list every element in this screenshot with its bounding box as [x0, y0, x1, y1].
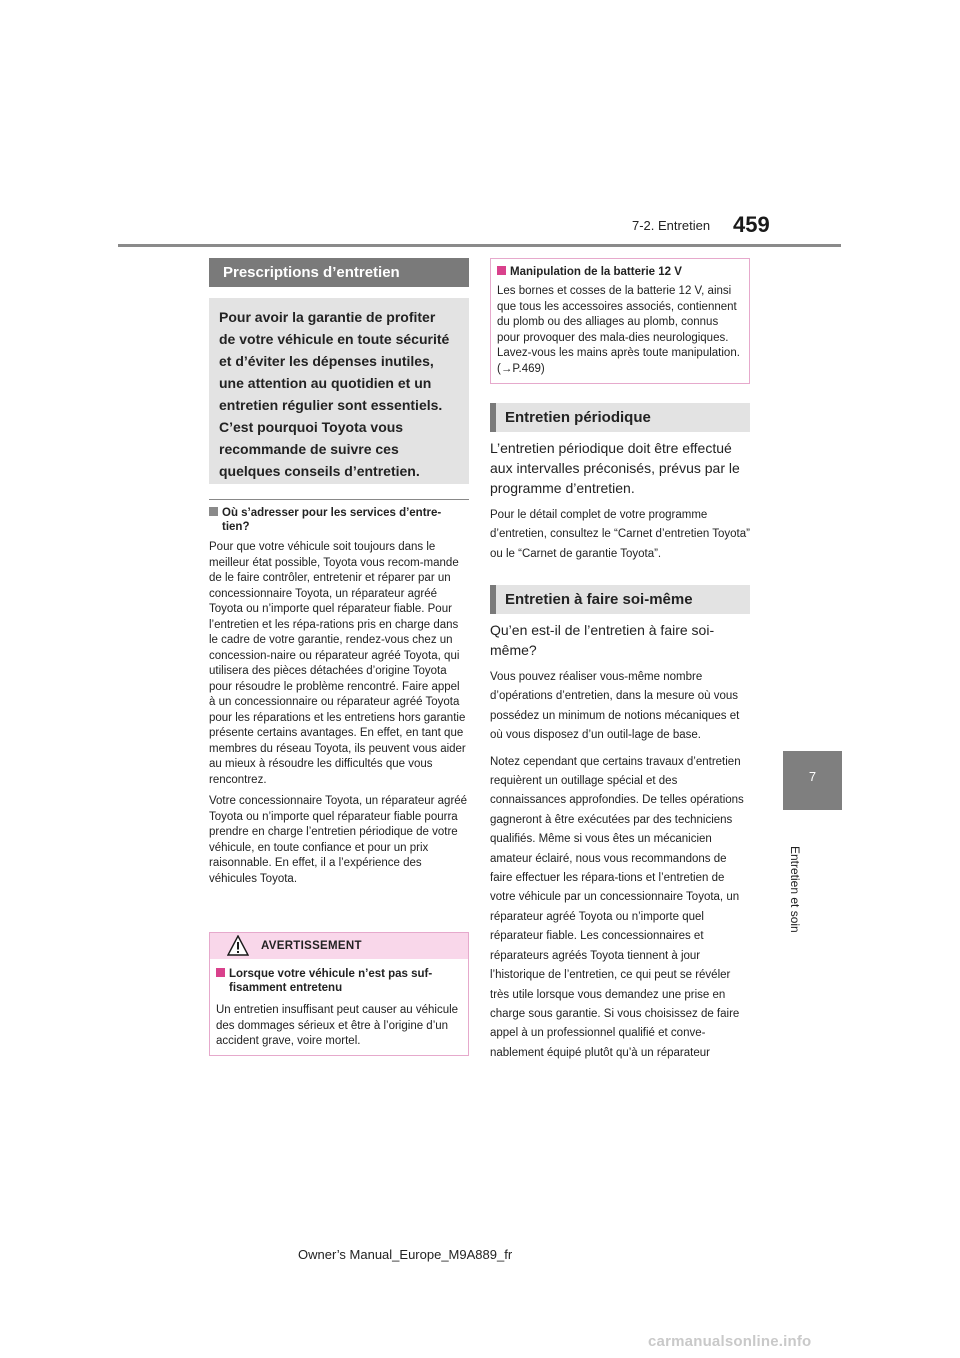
battery-heading — [497, 265, 743, 279]
services-body — [209, 540, 469, 893]
warning-header — [210, 933, 468, 959]
subheading-line: tien? — [222, 521, 250, 533]
square-bullet-icon — [497, 266, 506, 275]
subheading-services — [209, 506, 469, 534]
intro-line: Pour avoir la garantie de profiter — [219, 309, 436, 325]
chapter-number: 7 — [808, 769, 817, 784]
intro-line: et d’éviter les dépenses inutiles, — [219, 353, 434, 369]
subheading-line: Où s’adresser pour les services d’entre- — [222, 507, 442, 519]
intro-box — [209, 298, 469, 484]
warning-box — [209, 932, 469, 1056]
paragraph: Votre concessionnaire Toyota, un réparateur agréé Toyota ou n’importe quel réparateur fiable pourra prendre en charge l’entretien périodique de votre véhicule, en toute confiance et pour un prix raisonnable. En effet, il a l’expérience des véhicules Toyota. — [209, 795, 468, 885]
paragraph: Pour que votre véhicule soit toujours dans le meilleur état possible, Toyota vous recom-mande de le faire contrôler, entretenir et réparer par un concessionnaire Toyota, un réparateur agréé Toyota ou n’importe quel réparateur fiable. Pour l’entretien et les répa-rations pris en charge dans le cadre de votre garantie, rendez-vous chez un concession-naire ou réparateur agréé Toyota, qui utilisera des pièces détachées d’origine Toyota pour résoudre le problème rencontré. Faire appel à un concessionnaire ou réparateur agréé Toyota pour les réparations et les entretiens hors garantie présente certains avantages. En effet, en tant que membres du réseau Toyota, ils peuvent vous aider au mieux à résoudre les difficultés que vous rencontrez. — [209, 541, 466, 786]
battery-heading-text: Manipulation de la batterie 12 V — [510, 266, 682, 278]
diy-body — [490, 620, 750, 1063]
chapter-tab — [783, 751, 842, 810]
watermark: carmanualsonline.info — [648, 1333, 812, 1350]
subheading-divider — [209, 499, 469, 500]
paragraph: Notez cependant que certains travaux d’entretien requièrent un outillage spécial et des connaissances approfondies. De telles opérations gagneront à être exécutées par des techniciens qualifiés. Même si vous êtes un mécanicien amateur éclairé, nous vous recommandons de faire effectuer les répara-tions et l’entretien de votre véhicule par un concessionnaire Toyota, un réparateur agréé Toyota ou n’importe quel réparateur fiable. Les concessionnaires et réparateurs agréés Toyota tiennent à jour l’historique de l’entretien, ce qui peut se révéler très utile lorsque vous demandez une prise en charge sous garantie. Si vous choisissez de faire appel à un professionnel qualifié et conve-nablement équipé plutôt qu’à un réparateur — [490, 755, 744, 1059]
manual-footer: Owner’s Manual_Europe_M9A889_fr — [298, 1247, 513, 1262]
intro-line: une attention au quotidien et un — [219, 375, 432, 391]
section-label: 7-2. Entretien — [632, 218, 711, 233]
warning-title: AVERTISSEMENT — [261, 940, 362, 952]
warning-content — [210, 959, 468, 1050]
section-heading-prescriptions: Prescriptions d’entretien — [209, 258, 469, 287]
square-bullet-icon — [209, 507, 218, 516]
section-heading-periodic: Entretien périodique — [490, 403, 750, 432]
periodic-lead: L’entretien périodique doit être effectué aux intervalles préconisés, prévus par le programme d’entretien. — [490, 440, 740, 496]
intro-line: quelques conseils d’entretien. — [219, 463, 420, 479]
intro-line: recommande de suivre ces — [219, 441, 399, 457]
warning-sub-line: fisamment entretenu — [229, 982, 343, 994]
header-divider — [118, 244, 841, 247]
page-number: 459 — [733, 212, 770, 237]
intro-line: C’est pourquoi Toyota vous — [219, 419, 404, 435]
intro-line: de votre véhicule en toute sécurité — [219, 331, 450, 347]
periodic-text: Pour le détail complet de votre programme d’entretien, consultez le “Carnet d’entretien Toyota” ou le “Carnet de garantie Toyota”. — [490, 509, 750, 560]
battery-note-box — [490, 258, 750, 384]
diy-lead: Qu’en est-il de l’entretien à faire soi-même? — [490, 622, 715, 658]
intro-line: entretien régulier sont essentiels. — [219, 397, 443, 413]
warning-sub-line: Lorsque votre véhicule n’est pas suf- — [229, 968, 433, 980]
warning-triangle-icon — [227, 935, 249, 957]
battery-text: Les bornes et cosses de la batterie 12 V, ainsi que tous les accessoires associés, contiennent du plomb ou des alliages au plomb, connus pour provoquer des mala-dies neurologiques. Lavez-vous les mains après toute manipulation. (→P.469) — [497, 285, 740, 375]
paragraph: Vous pouvez réaliser vous-même nombre d’opérations d’entretien, dans la mesure où vous possédez un minimum de notions mécaniques et où vous disposez d’un outil-lage de base. — [490, 671, 740, 742]
square-bullet-icon — [216, 968, 225, 977]
chapter-title: Entretien et soin — [788, 846, 802, 933]
section-heading-diy: Entretien à faire soi-même — [490, 585, 750, 614]
warning-text: Un entretien insuffisant peut causer au véhicule des dommages sérieux et être à l’origine d’un accident grave, voire mortel. — [216, 1004, 459, 1047]
periodic-body — [490, 438, 750, 564]
warning-subheading — [216, 967, 462, 995]
